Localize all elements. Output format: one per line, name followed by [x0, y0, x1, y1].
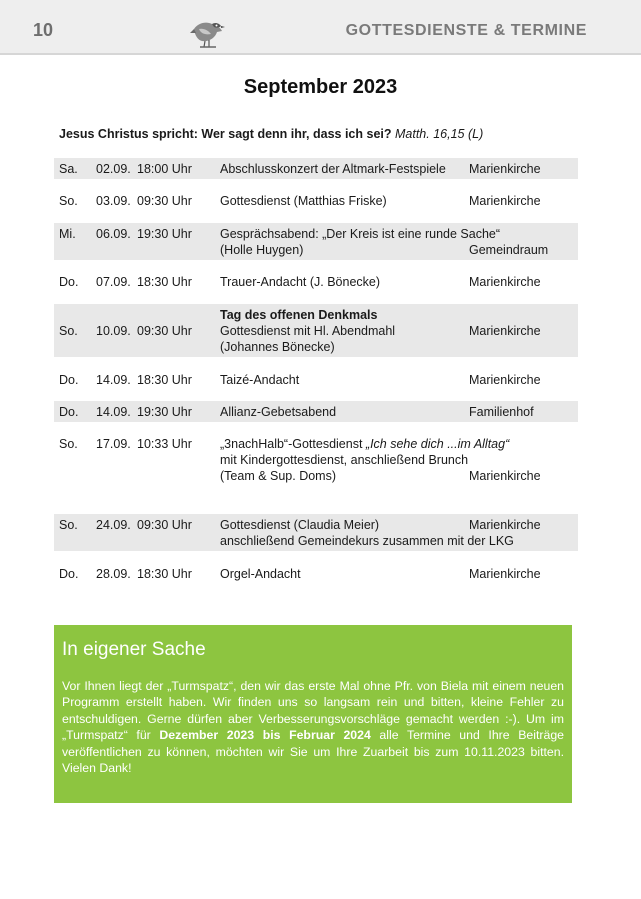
- event-place: Marienkirche: [469, 162, 541, 176]
- event-description: [220, 436, 509, 452]
- section-title: GOTTESDIENSTE & TERMINE: [345, 22, 587, 39]
- event-row: [54, 223, 578, 260]
- notice-box: [54, 625, 572, 803]
- event-description-line3: (Team & Sup. Doms): [220, 469, 337, 483]
- event-day: So.: [59, 437, 78, 451]
- event-description: Taizé-Andacht: [220, 373, 300, 387]
- event-description-line2: anschließend Gemeindekurs zusammen mit der LKG: [220, 534, 514, 548]
- verse-text: Jesus Christus spricht: Wer sagt denn ihr, dass ich sei?: [59, 127, 392, 141]
- event-place: Marienkirche: [469, 275, 541, 289]
- event-row: [54, 514, 578, 551]
- event-time: 19:30 Uhr: [137, 227, 192, 241]
- event-description: Gottesdienst mit Hl. Abendmahl: [220, 324, 396, 338]
- event-time: 10:33 Uhr: [137, 437, 192, 451]
- event-time: 19:30 Uhr: [137, 405, 192, 419]
- notice-text-part1: Vor Ihnen liegt der „Turmspatz“, den wir das erste Mal ohne Pfr. von Biela mit einem neuen Programm erstellt haben. Wir finden uns so langsam rein und bitten, kleine Fehler zu entschuldigen. Gerne dürfen aber Verbesserungsvorschläge gemacht werden :-). Um im „Turmspatz“ für: [62, 679, 564, 743]
- event-day: So.: [59, 324, 78, 338]
- event-date: 24.09.: [96, 518, 131, 532]
- event-date: 17.09.: [96, 437, 131, 451]
- page-number: 10: [33, 20, 54, 40]
- event-highlight: Tag des offenen Denkmals: [220, 308, 378, 322]
- event-place: Marienkirche: [469, 194, 541, 208]
- event-date: 07.09.: [96, 275, 131, 289]
- event-place: Marienkirche: [469, 324, 541, 338]
- notice-title: In eigener Sache: [62, 639, 206, 660]
- event-date: 02.09.: [96, 162, 131, 176]
- event-description: Gottesdienst (Matthias Friske): [220, 194, 387, 208]
- notice-highlight: Dezember 2023 bis Februar 2024: [159, 728, 371, 743]
- event-time: 18:00 Uhr: [137, 162, 192, 176]
- event-row: [54, 271, 578, 292]
- notice-text-part2: alle Termine und Ihre Beiträge veröffentlichen zu können, möchten wir Sie um Ihre Zuarbeit bis zum 10.11.2023 bitten. Vielen Dank!: [62, 728, 564, 776]
- event-row: [54, 190, 578, 211]
- notice-text: [62, 678, 564, 776]
- event-date: 28.09.: [96, 567, 131, 581]
- event-description: Gottesdienst (Claudia Meier): [220, 518, 380, 532]
- event-description-line2: (Johannes Bönecke): [220, 340, 335, 354]
- event-title: „3nachHalb“-Gottesdienst: [220, 437, 366, 451]
- event-row: [54, 563, 578, 584]
- event-motto: „Ich sehe dich ...im Alltag“: [365, 437, 510, 451]
- event-description-line2: (Holle Huygen): [220, 243, 304, 257]
- event-day: Mi.: [59, 227, 76, 241]
- event-place: Marienkirche: [469, 373, 541, 387]
- event-time: 09:30 Uhr: [137, 518, 192, 532]
- event-date: 14.09.: [96, 373, 131, 387]
- event-time: 18:30 Uhr: [137, 373, 192, 387]
- event-place: Familienhof: [469, 405, 534, 419]
- event-day: Sa.: [59, 162, 78, 176]
- event-day: Do.: [59, 567, 79, 581]
- event-day: Do.: [59, 405, 79, 419]
- event-time: 18:30 Uhr: [137, 275, 192, 289]
- event-row: [54, 401, 578, 422]
- month-title: September 2023: [243, 76, 398, 98]
- event-place: Marienkirche: [469, 567, 541, 581]
- event-day: So.: [59, 518, 78, 532]
- event-day: So.: [59, 194, 78, 208]
- event-row: [54, 369, 578, 390]
- event-description: Trauer-Andacht (J. Bönecke): [220, 275, 381, 289]
- event-time: 09:30 Uhr: [137, 324, 192, 338]
- monthly-verse: [59, 127, 483, 141]
- event-day: Do.: [59, 373, 79, 387]
- event-place: Gemeindraum: [469, 243, 549, 257]
- event-date: 14.09.: [96, 405, 131, 419]
- event-row: [54, 158, 578, 179]
- event-date: 10.09.: [96, 324, 131, 338]
- event-date: 03.09.: [96, 194, 131, 208]
- event-description: Gesprächsabend: „Der Kreis ist eine runde Sache“: [220, 227, 501, 241]
- event-time: 18:30 Uhr: [137, 567, 192, 581]
- sparrow-icon: [190, 17, 226, 49]
- event-description-line2: mit Kindergottesdienst, anschließend Brunch: [220, 453, 469, 467]
- event-row: [54, 304, 578, 357]
- event-day: Do.: [59, 275, 79, 289]
- event-description: Abschlusskonzert der Altmark-Festspiele: [220, 162, 446, 176]
- page-header: [0, 0, 641, 55]
- event-row: [54, 433, 578, 486]
- event-description: Allianz-Gebetsabend: [220, 405, 337, 419]
- event-description: Orgel-Andacht: [220, 567, 301, 581]
- event-place: Marienkirche: [469, 518, 541, 532]
- event-time: 09:30 Uhr: [137, 194, 192, 208]
- event-date: 06.09.: [96, 227, 131, 241]
- event-place: Marienkirche: [469, 469, 541, 483]
- verse-reference: Matth. 16,15 (L): [395, 127, 484, 141]
